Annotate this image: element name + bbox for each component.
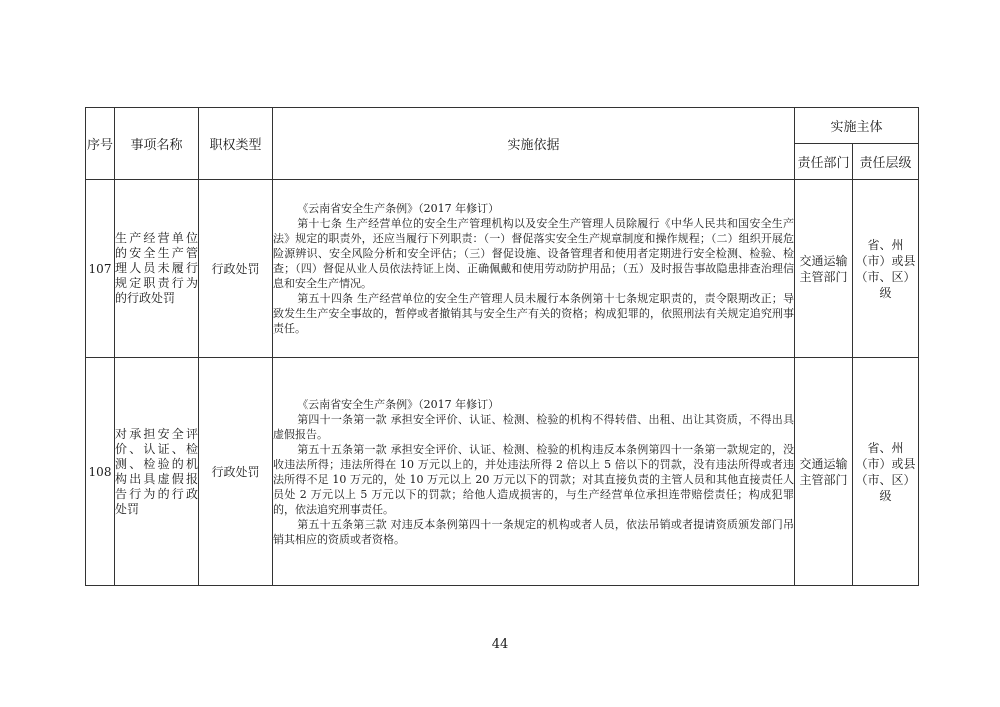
basis-paragraph: 第十七条 生产经营单位的安全生产管理机构以及安全生产管理人员除履行《中华人民共和国安全生产法》规定的职责外，还应当履行下列职责：（一）督促落实安全生产规章制度和操作规程；（二）组织开展危险源辨识、安全风险分析和安全评估；（三）督促设施、设备管理者和使用者定期进行安全检测、检验、检查；（四）督促从业人员依法持证上岗、正确佩戴和使用劳动防护用品；（五）及时报告事故隐患排查治理信息和安全生产情况。 bbox=[273, 217, 794, 290]
basis-paragraph: 第五十四条 生产经营单位的安全生产管理人员未履行本条例第十七条规定职责的，责令限期改正；导致发生生产安全事故的，暂停或者撤销其与安全生产有关的资格；构成犯罪的，依照刑法有关规定追究刑事责任。 bbox=[273, 292, 794, 335]
authority-table bbox=[85, 107, 919, 586]
basis-paragraph: 第五十五条第三款 对违反本条例第四十一条规定的机构或者人员，依法吊销或者提请资质颁发部门吊销其相应的资质或者资格。 bbox=[273, 517, 794, 546]
header-item-name: 事项名称 bbox=[115, 108, 199, 180]
row-authority-type: 行政处罚 bbox=[199, 180, 273, 358]
row-item-name: 生产经营单位的安全生产管理人员未履行规定职责行为的行政处罚 bbox=[115, 180, 199, 358]
header-dept: 责任部门 bbox=[795, 144, 853, 180]
table-row bbox=[86, 358, 919, 586]
page-number: 44 bbox=[491, 637, 509, 652]
row-item-name: 对承担安全评价、认证、检测、检验的机构出具虚假报告行为的行政处罚 bbox=[115, 358, 199, 586]
table-row bbox=[86, 180, 919, 358]
header-authority-type: 职权类型 bbox=[199, 108, 273, 180]
header-basis: 实施依据 bbox=[273, 108, 795, 180]
row-basis bbox=[273, 358, 795, 586]
basis-paragraph: 第四十一条第一款 承担安全评价、认证、检测、检验的机构不得转借、出租、出让其资质，不得出具虚假报告。 bbox=[273, 412, 794, 441]
header-seq: 序号 bbox=[86, 108, 115, 180]
row-seq: 108 bbox=[86, 358, 115, 586]
table-header-row bbox=[86, 108, 919, 144]
row-dept: 交通运输主管部门 bbox=[795, 180, 853, 358]
row-seq: 107 bbox=[86, 180, 115, 358]
row-level: 省、州（市）或县（市、区）级 bbox=[853, 180, 919, 358]
row-authority-type: 行政处罚 bbox=[199, 358, 273, 586]
header-subject: 实施主体 bbox=[795, 108, 919, 144]
basis-paragraph: 《云南省安全生产条例》（2017 年修订） bbox=[297, 202, 500, 215]
row-level: 省、州（市）或县（市、区）级 bbox=[853, 358, 919, 586]
row-dept: 交通运输主管部门 bbox=[795, 358, 853, 586]
header-level: 责任层级 bbox=[853, 144, 919, 180]
row-basis bbox=[273, 180, 795, 358]
basis-paragraph: 第五十五条第一款 承担安全评价、认证、检测、检验的机构违反本条例第四十一条第一款规定的，没收违法所得；违法所得在 10 万元以上的，并处违法所得 2 倍以上 5 倍以下的罚款，没有违法所得或者违法所得不足 10 万元的，处 10 万元以上 20 万元以下的罚款；对其直接负责的主管人员和其他直接责任人员处 2 万元以上 5 万元以下的罚款；给他人造成损害的，与生产经营单位承担连带赔偿责任；构成犯罪的，依法追究刑事责任。 bbox=[273, 442, 794, 516]
basis-paragraph: 《云南省安全生产条例》（2017 年修订） bbox=[297, 397, 500, 411]
